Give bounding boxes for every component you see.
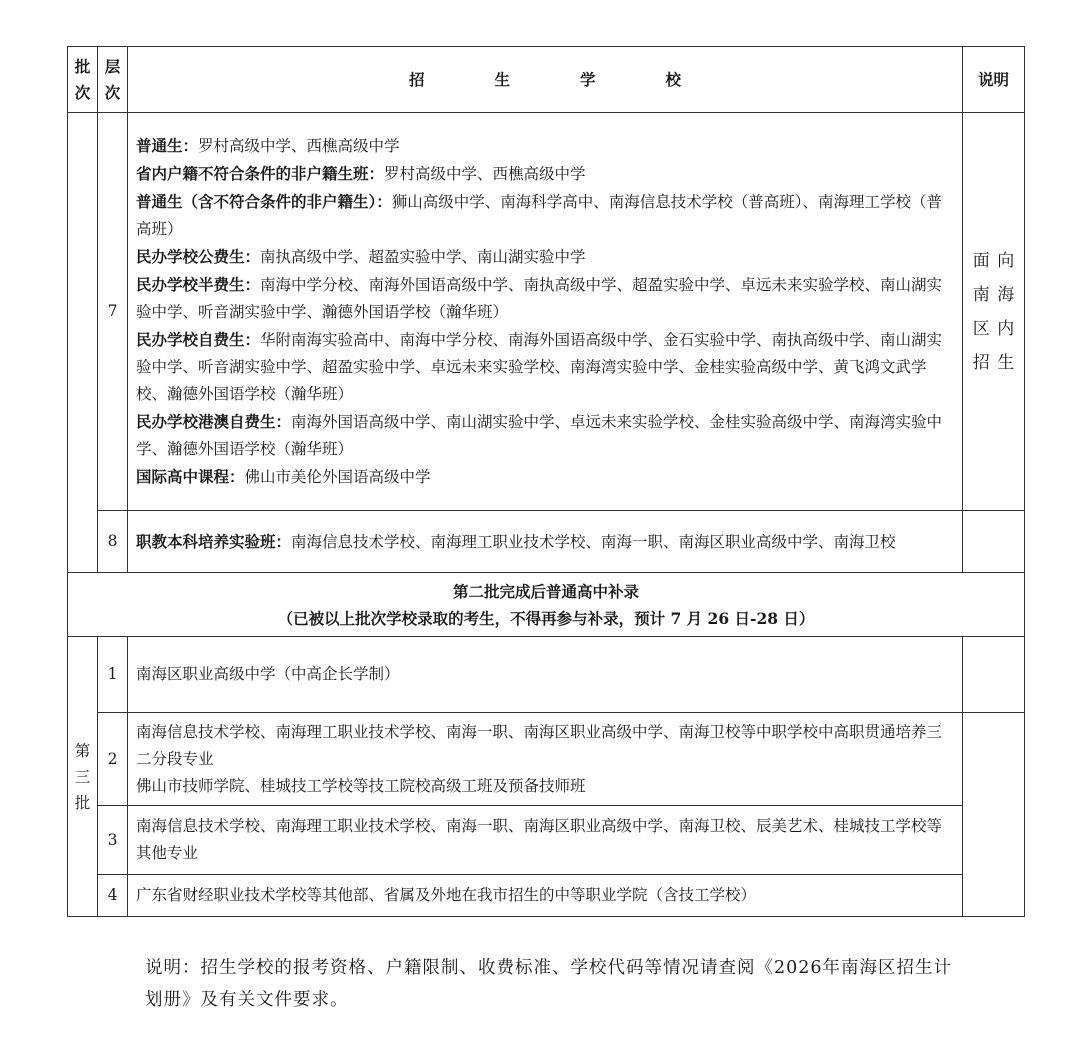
header-school-title: 招生学校 bbox=[128, 47, 963, 113]
batch3-content: 南海区职业高级中学（中高企长学制） bbox=[128, 637, 963, 713]
footer-note: 说明：招生学校的报考资格、户籍限制、收费标准、学校代码等情况请查阅《2026年南海区招生计划册》及有关文件要求。 bbox=[145, 958, 953, 1010]
level-8-row bbox=[68, 511, 1025, 573]
batch3-content: 南海信息技术学校、南海理工职业技术学校、南海一职、南海区职业高级中学、南海卫校、辰美艺术、桂城技工学校等其他专业 bbox=[128, 806, 963, 875]
list-item: 民办学校港澳自费生：南海外国语高级中学、南山湖实验中学、卓远未来实验学校、金桂实验高级中学、南海湾实验中学、瀚德外国语学校（瀚华班） bbox=[136, 412, 943, 458]
list-item: 民办学校公费生：南执高级中学、超盈实验中学、南山湖实验中学 bbox=[136, 247, 586, 266]
level-number: 7 bbox=[98, 113, 128, 511]
batch3-row-4 bbox=[68, 875, 1025, 917]
level-number: 2 bbox=[98, 713, 128, 806]
level-number: 3 bbox=[98, 806, 128, 875]
list-item: 普通生（含不符合条件的非户籍生）：狮山高级中学、南海科学高中、南海信息技术学校（普高班）、南海理工学校（普高班） bbox=[136, 192, 943, 238]
level-7-note: 面 向 南 海 区 内 招 生 bbox=[963, 113, 1025, 511]
supplement-subtitle: （已被以上批次学校录取的考生，不得再参与补录，预计 7 月 26 日-28 日） bbox=[277, 608, 815, 628]
list-item: 民办学校自费生：华附南海实验高中、南海中学分校、南海外国语高级中学、金石实验中学、南执高级中学、南山湖实验中学、听音湖实验中学、超盈实验中学、卓远未来实验学校、南海湾实验中学、金桂实验高级中学、黄飞鸿文武学校、瀚德外国语学校（瀚华班） bbox=[136, 330, 943, 403]
header-batch: 批 次 bbox=[68, 47, 98, 113]
level-7-row bbox=[68, 113, 1025, 511]
level-number: 4 bbox=[98, 875, 128, 917]
batch2-cell bbox=[68, 113, 98, 573]
list-item: 省内户籍不符合条件的非户籍生班：罗村高级中学、西樵高级中学 bbox=[136, 164, 586, 183]
batch3-row-2 bbox=[68, 713, 1025, 806]
batch3-note bbox=[963, 637, 1025, 713]
header-level: 层 次 bbox=[98, 47, 128, 113]
batch3-row-3 bbox=[68, 806, 1025, 875]
level-8-content: 职教本科培养实验班：南海信息技术学校、南海理工职业技术学校、南海一职、南海区职业高级中学、南海卫校 bbox=[128, 511, 963, 573]
batch3-row-1 bbox=[68, 637, 1025, 713]
list-item: 国际高中课程：佛山市美伦外国语高级中学 bbox=[136, 467, 431, 486]
list-item: 普通生：罗村高级中学、西樵高级中学 bbox=[136, 136, 400, 155]
supplement-cell bbox=[68, 573, 1025, 637]
admission-table bbox=[67, 46, 1025, 917]
level-8-note bbox=[963, 511, 1025, 573]
level-7-content bbox=[128, 113, 963, 511]
batch3-content: 广东省财经职业技术学校等其他部、省属及外地在我市招生的中等职业学院（含技工学校） bbox=[128, 875, 963, 917]
level-number: 8 bbox=[98, 511, 128, 573]
level-number: 1 bbox=[98, 637, 128, 713]
header-note-title: 说明 bbox=[963, 47, 1025, 113]
batch3-note bbox=[963, 713, 1025, 917]
header-row bbox=[68, 47, 1025, 113]
supplement-row bbox=[68, 573, 1025, 637]
batch3-content: 南海信息技术学校、南海理工职业技术学校、南海一职、南海区职业高级中学、南海卫校等中职学校中高职贯通培养三二分段专业 佛山市技师学院、桂城技工学校等技工院校高级工班及预备技师班 bbox=[128, 713, 963, 806]
batch3-label: 第 三 批 bbox=[68, 637, 98, 917]
supplement-title: 第二批完成后普通高中补录 bbox=[452, 581, 639, 601]
list-item: 民办学校半费生：南海中学分校、南海外国语高级中学、南执高级中学、超盈实验中学、卓远未来实验学校、南山湖实验中学、听音湖实验中学、瀚德外国语学校（瀚华班） bbox=[136, 275, 943, 321]
